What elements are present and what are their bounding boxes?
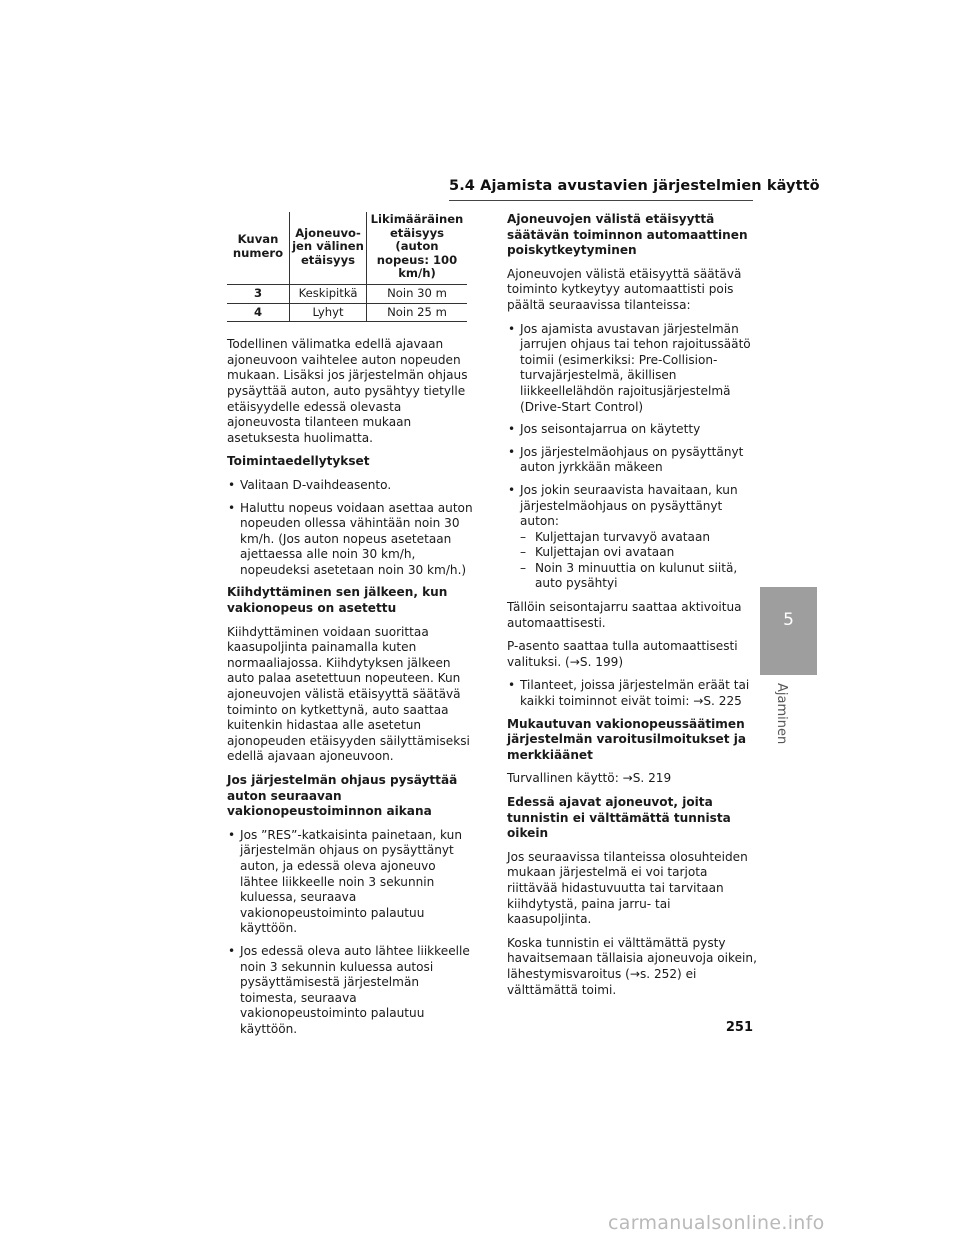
list-item: • Jos seisontajarrua on käytetty [508, 422, 701, 437]
subheading: Edessä ajavat ajoneuvot, joita tunnistin ei välttämättä tunnista oikein [507, 795, 731, 841]
chapter-label-box [760, 675, 817, 745]
subheading: Mukautuvan vakionopeussäätimen järjestelmän varoitusilmoitukset ja merkkiäänet [507, 716, 747, 762]
bullet-icon: • [508, 678, 516, 693]
paragraph: Koska tunnistin ei välttämättä pysty havaitsemaan tällaisia ajoneuvoja oikein, lähestymisvaroitus (→s. 252) ei välttämättä toimi. [507, 935, 757, 997]
table-header-image-number: Kuvan numero [227, 212, 290, 284]
page-number: 251 [725, 1020, 753, 1035]
bullet-icon: • [228, 943, 236, 958]
row-distance: Noin 30 m [367, 284, 468, 303]
subheading: Ajoneuvojen välistä etäisyyttä säätävän toiminnon automaattinen poiskytkeytyminen [507, 212, 748, 258]
dash-icon: – [520, 529, 527, 544]
bullet-icon: • [508, 444, 516, 459]
left-column [227, 212, 477, 1045]
watermark: carmanualsonline.info [608, 1212, 825, 1234]
right-column [507, 212, 757, 1006]
paragraph: Jos seuraavissa tilanteissa olosuhteiden mukaan järjestelmä ei voi tarjota riittävää hidastuvuutta tai tarvitaan kiihdytystä, paina jarru- tai kaasupoljinta. [507, 849, 748, 927]
sub-list [520, 530, 757, 592]
dash-icon: – [520, 560, 527, 575]
bullet-icon: • [228, 500, 236, 515]
table-row [227, 303, 467, 322]
bullet-icon: • [228, 827, 236, 842]
bullet-icon: • [508, 422, 516, 437]
list-item: • Jos jokin seuraavista havaitaan, kun järjestelmäohjaus on pysäyttänyt auton: [508, 482, 738, 529]
sub-list-item: – Noin 3 minuuttia on kulunut siitä, auto pysähtyi [520, 560, 738, 591]
section-title: 5.4 Ajamista avustavien järjestelmien käyttö [449, 178, 820, 194]
list-item: • Haluttu nopeus voidaan asettaa auton nopeuden ollessa vähintään noin 30 km/h. (Jos auton nopeus asetetaan ajettaessa alle noin 30 km/h, nopeudeksi asetetaan noin 30 km/h.) [228, 500, 473, 577]
header-divider [449, 200, 753, 201]
table-row [227, 284, 467, 303]
chapter-number: 5 [783, 610, 794, 630]
row-number: 4 [227, 303, 290, 322]
list-item: • Valitaan D-vaihdeasento. [228, 477, 392, 492]
list-item: • Tilanteet, joissa järjestelmän eräät tai kaikki toiminnot eivät toimi: →S. 225 [508, 678, 750, 709]
paragraph: Turvallinen käyttö: →S. 219 [507, 771, 672, 786]
table-header-approx-distance: Likimääräinen etäisyys (auton nopeus: 100 km/h) [367, 212, 468, 284]
list-item: • Jos edessä oleva auto lähtee liikkeelle noin 3 sekunnin kuluessa autosi pysäyttämisestä järjestelmän toimesta, seuraava vakionopeustoiminto palautuu käyttöön. [228, 943, 470, 1036]
row-distance: Noin 25 m [367, 303, 468, 322]
sub-list-item: – Kuljettajan turvavyö avataan [520, 529, 711, 544]
list-item: • Jos ”RES”-katkaisinta painetaan, kun järjestelmän ohjaus on pysäyttänyt auton, ja edessä oleva ajoneuvo lähtee liikkeelle noin 3 sekunnin kuluessa, seuraava vakionopeustoiminto palautuu käyttöön. [228, 827, 462, 936]
bullet-icon: • [508, 321, 516, 336]
table-header-vehicle-distance: Ajoneuvo-jen välinen etäisyys [290, 212, 367, 284]
paragraph: Kiihdyttäminen voidaan suorittaa kaasupoljinta painamalla kuten normaaliajossa. Kiihdytyksen jälkeen auto palaa asetettuun nopeuteen. Kun ajoneuvojen välistä etäisyyttä säätävä toiminto on kytkettynä, auto saattaa kuitenkin hidastaa alle asetetun ajonopeuden etäisyyden säilyttämiseksi edellä ajavaan ajoneuvoon. [227, 624, 470, 764]
subheading: Jos järjestelmän ohjaus pysäyttää auton seuraavan vakionopeustoiminnon aikana [227, 773, 458, 819]
row-number: 3 [227, 284, 290, 303]
sub-list-item: – Kuljettajan ovi avataan [520, 545, 675, 560]
dash-icon: – [520, 545, 527, 560]
chapter-tab [760, 587, 817, 675]
list-item: • Jos järjestelmäohjaus on pysäyttänyt auton jyrkkään mäkeen [508, 444, 744, 475]
row-label: Keskipitkä [290, 284, 367, 303]
distance-table [227, 212, 467, 322]
subheading: Kiihdyttäminen sen jälkeen, kun vakionopeus on asetettu [227, 585, 448, 616]
list-item: • Jos ajamista avustavan järjestelmän jarrujen ohjaus tai tehon rajoitussäätö toimii (esimerkiksi: Pre-Collision-turvajärjestelmä, äkillisen liikkeellelähdön rajoitusjärjestelmä (Drive-Start Control) [508, 321, 751, 414]
bullet-icon: • [228, 477, 236, 492]
row-label: Lyhyt [290, 303, 367, 322]
subheading: Toimintaedellytykset [227, 454, 370, 469]
paragraph: P-asento saattaa tulla automaattisesti valituksi. (→S. 199) [507, 639, 738, 669]
paragraph: Ajoneuvojen välistä etäisyyttä säätävä toiminto kytkeytyy automaattisti pois päältä seuraavissa tilanteissa: [507, 266, 742, 312]
paragraph: Todellinen välimatka edellä ajavaan ajoneuvoon vaihtelee auton nopeuden mukaan. Lisäksi jos järjestelmän ohjaus pysäyttää auton, auto pysähtyy tietylle etäisyydelle edessä olevasta ajoneuvosta tilanteen mukaan asetuksesta huolimatta. [227, 337, 468, 445]
chapter-label: Ajaminen [774, 683, 789, 745]
bullet-icon: • [508, 482, 516, 497]
paragraph: Tällöin seisontajarru saattaa aktivoitua automaattisesti. [507, 600, 742, 630]
